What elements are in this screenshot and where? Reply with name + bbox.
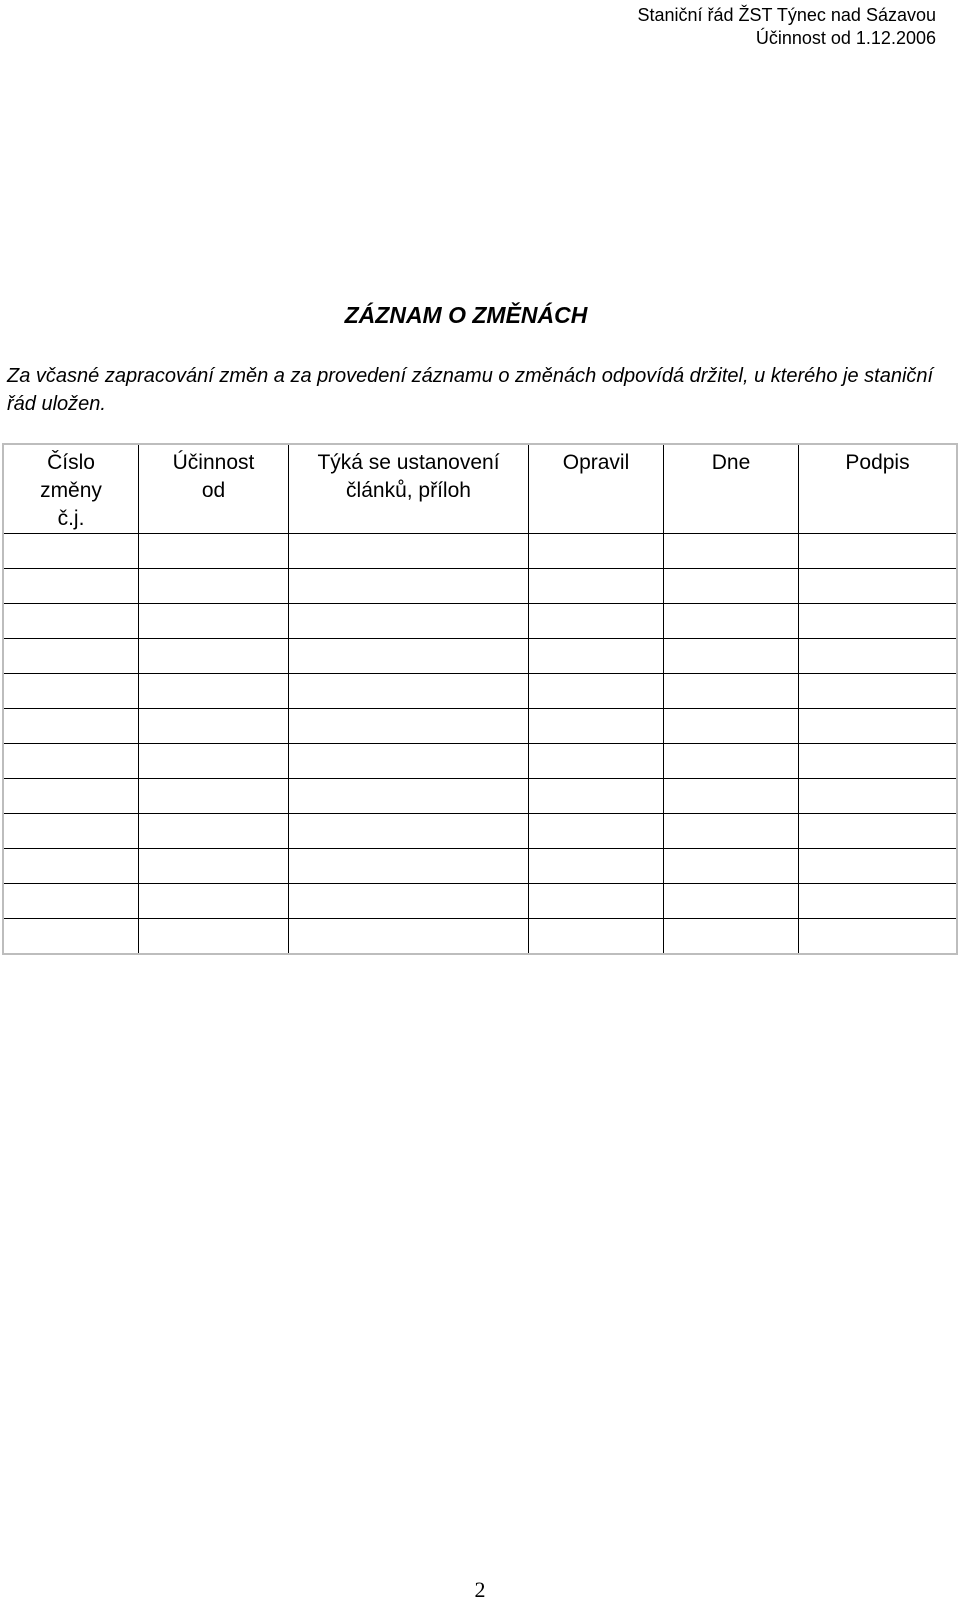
table-row [4, 919, 956, 953]
table-cell[interactable] [4, 569, 139, 604]
table-cell[interactable] [799, 814, 956, 849]
page-title: ZÁZNAM O ZMĚNÁCH [344, 302, 588, 328]
table-cell[interactable] [799, 569, 956, 604]
table-cell[interactable] [4, 814, 139, 849]
column-header-line: Číslo [47, 451, 95, 474]
table-cell[interactable] [289, 569, 529, 604]
table-cell[interactable] [139, 534, 289, 569]
table-cell[interactable] [664, 569, 799, 604]
table-row [4, 709, 956, 744]
column-header-effective-from [139, 445, 289, 534]
column-header-line: č.j. [57, 507, 85, 530]
table-cell[interactable] [4, 709, 139, 744]
table-cell[interactable] [664, 849, 799, 884]
table-cell[interactable] [664, 814, 799, 849]
table-row [4, 814, 956, 849]
column-header-corrected-by [529, 445, 664, 534]
table-cell[interactable] [139, 744, 289, 779]
table-cell[interactable] [799, 884, 956, 919]
table-cell[interactable] [529, 674, 664, 709]
table-cell[interactable] [4, 534, 139, 569]
column-header-date [664, 445, 799, 534]
table-cell[interactable] [4, 604, 139, 639]
table-cell[interactable] [4, 919, 139, 953]
table-cell[interactable] [4, 639, 139, 674]
column-header-change-number [4, 445, 139, 534]
table-cell[interactable] [529, 534, 664, 569]
table-cell[interactable] [664, 604, 799, 639]
column-header-line: Týká se ustanovení [317, 451, 500, 474]
table-cell[interactable] [799, 709, 956, 744]
table-cell[interactable] [529, 744, 664, 779]
table-cell[interactable] [289, 884, 529, 919]
table-cell[interactable] [664, 884, 799, 919]
column-header-line: změny [40, 479, 102, 502]
table-cell[interactable] [529, 639, 664, 674]
table-cell[interactable] [139, 884, 289, 919]
column-header-line: článků, příloh [346, 479, 471, 502]
changes-table [2, 443, 958, 955]
table-cell[interactable] [529, 779, 664, 814]
table-cell[interactable] [664, 919, 799, 953]
table-cell[interactable] [529, 709, 664, 744]
table-cell[interactable] [529, 849, 664, 884]
table-cell[interactable] [289, 639, 529, 674]
table-cell[interactable] [289, 674, 529, 709]
column-header-line: Dne [711, 451, 751, 474]
table-cell[interactable] [139, 849, 289, 884]
column-header-concerns [289, 445, 529, 534]
table-cell[interactable] [139, 674, 289, 709]
table-cell[interactable] [289, 604, 529, 639]
table-cell[interactable] [4, 884, 139, 919]
page-header [637, 4, 936, 50]
table-cell[interactable] [4, 849, 139, 884]
column-header-line: od [201, 479, 226, 502]
table-cell[interactable] [289, 814, 529, 849]
table-cell[interactable] [529, 919, 664, 953]
table-row [4, 569, 956, 604]
table-cell[interactable] [289, 709, 529, 744]
table-cell[interactable] [664, 779, 799, 814]
table-cell[interactable] [664, 639, 799, 674]
table-row [4, 744, 956, 779]
table-cell[interactable] [289, 534, 529, 569]
table-cell[interactable] [664, 674, 799, 709]
table-cell[interactable] [799, 919, 956, 953]
page-number: 2 [474, 1577, 486, 1602]
table-cell[interactable] [139, 814, 289, 849]
table-cell[interactable] [664, 709, 799, 744]
table-cell[interactable] [139, 639, 289, 674]
table-cell[interactable] [139, 779, 289, 814]
table-cell[interactable] [529, 569, 664, 604]
table-cell[interactable] [4, 779, 139, 814]
table-cell[interactable] [289, 779, 529, 814]
table-cell[interactable] [529, 884, 664, 919]
table-cell[interactable] [664, 744, 799, 779]
table-cell[interactable] [664, 534, 799, 569]
column-header-line: Podpis [845, 451, 910, 474]
table-row [4, 604, 956, 639]
table-cell[interactable] [289, 849, 529, 884]
table-cell[interactable] [139, 919, 289, 953]
table-cell[interactable] [799, 779, 956, 814]
table-cell[interactable] [799, 604, 956, 639]
table-cell[interactable] [799, 534, 956, 569]
table-cell[interactable] [4, 744, 139, 779]
table-cell[interactable] [139, 709, 289, 744]
column-header-signature [799, 445, 956, 534]
table-header-row [4, 445, 956, 534]
table-cell[interactable] [799, 639, 956, 674]
table-cell[interactable] [799, 744, 956, 779]
table-row [4, 779, 956, 814]
table-row [4, 639, 956, 674]
table-cell[interactable] [289, 919, 529, 953]
table-body [4, 534, 956, 953]
intro-paragraph: Za včasné zapracování změn a za provedení záznamu o změnách odpovídá držitel, u kterého je staniční řád uložen. [7, 365, 934, 415]
table-cell[interactable] [4, 674, 139, 709]
table-row [4, 674, 956, 709]
header-effective-date: Účinnost od 1.12.2006 [755, 28, 936, 48]
table-cell[interactable] [799, 674, 956, 709]
table-cell[interactable] [139, 604, 289, 639]
table-cell[interactable] [529, 814, 664, 849]
column-header-line: Účinnost [172, 451, 255, 474]
header-document-name: Staniční řád ŽST Týnec nad Sázavou [637, 5, 936, 25]
table-row [4, 849, 956, 884]
table-row [4, 884, 956, 919]
table-cell[interactable] [289, 744, 529, 779]
table-cell[interactable] [529, 604, 664, 639]
table-row [4, 534, 956, 569]
table-cell[interactable] [139, 569, 289, 604]
table-cell[interactable] [799, 849, 956, 884]
column-header-line: Opravil [562, 451, 630, 474]
